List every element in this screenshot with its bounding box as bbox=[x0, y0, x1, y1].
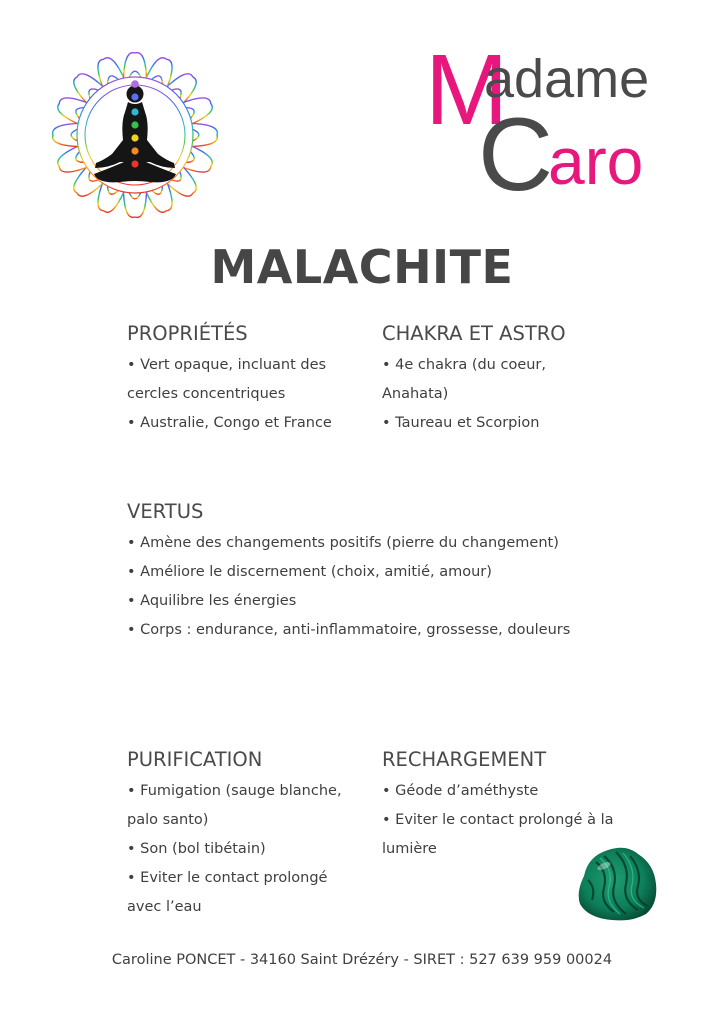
mandala-petal bbox=[167, 167, 196, 196]
brand-letter-m: M bbox=[425, 34, 509, 146]
mandala-inner-petal bbox=[129, 193, 141, 199]
mandala-inner-petal bbox=[129, 71, 141, 77]
mandala-petal bbox=[74, 74, 103, 103]
mandala-petal bbox=[123, 53, 146, 79]
chakra-heading: CHAKRA ET ASTRO bbox=[382, 322, 566, 345]
list-item: • Amène des changements positifs (pierre du changement) bbox=[127, 535, 559, 551]
malachite-stone-icon bbox=[574, 842, 660, 924]
footer-address: Caroline PONCET - 34160 Saint Drézéry - SIRET : 527 639 959 00024 bbox=[111, 952, 613, 968]
list-item: • Son (bol tibétain) bbox=[127, 841, 266, 857]
mandala-petal bbox=[123, 192, 146, 218]
properties-heading: PROPRIÉTÉS bbox=[127, 322, 248, 345]
list-item: • Aquilibre les énergies bbox=[127, 593, 297, 609]
list-item: • Eviter le contact prolongé à la lumière bbox=[382, 812, 614, 857]
brand-logo bbox=[420, 34, 705, 213]
section-properties bbox=[127, 320, 352, 438]
list-item: • Australie, Congo et France bbox=[127, 415, 332, 431]
list-item: • Eviter le contact prolongé avec l’eau bbox=[127, 870, 328, 915]
chakra-meditation-mandala-icon bbox=[50, 50, 220, 220]
section-chakra-astro bbox=[382, 320, 592, 438]
list-item: • Fumigation (sauge blanche, palo santo) bbox=[127, 783, 342, 828]
section-purification bbox=[127, 746, 362, 922]
mandala-petal bbox=[192, 123, 218, 146]
list-item: • Géode d’améthyste bbox=[382, 783, 539, 799]
page-title: MALACHITE bbox=[210, 240, 514, 294]
mandala-petal bbox=[53, 123, 79, 146]
rechargement-heading: RECHARGEMENT bbox=[382, 748, 547, 771]
section-vertus bbox=[127, 498, 687, 645]
mandala-inner-petal bbox=[193, 129, 199, 141]
list-item: • Corps : endurance, anti-inflammatoire, grossesse, douleurs bbox=[127, 622, 571, 638]
purification-heading: PURIFICATION bbox=[127, 748, 263, 771]
list-item: • Vert opaque, incluant des cercles concentriques bbox=[127, 357, 327, 402]
mandala-inner-petal bbox=[71, 129, 77, 141]
list-item: • 4e chakra (du coeur, Anahata) bbox=[382, 357, 547, 402]
vertus-heading: VERTUS bbox=[127, 500, 204, 523]
mandala-petal bbox=[167, 74, 196, 103]
brand-letter-c: C bbox=[478, 97, 554, 213]
list-item: • Taureau et Scorpion bbox=[382, 415, 540, 431]
mandala-petal bbox=[74, 167, 103, 196]
brand-text-adame: adame bbox=[484, 49, 650, 109]
list-item: • Améliore le discernement (choix, amitié, amour) bbox=[127, 564, 492, 580]
brand-text-aro: aro bbox=[548, 124, 644, 198]
